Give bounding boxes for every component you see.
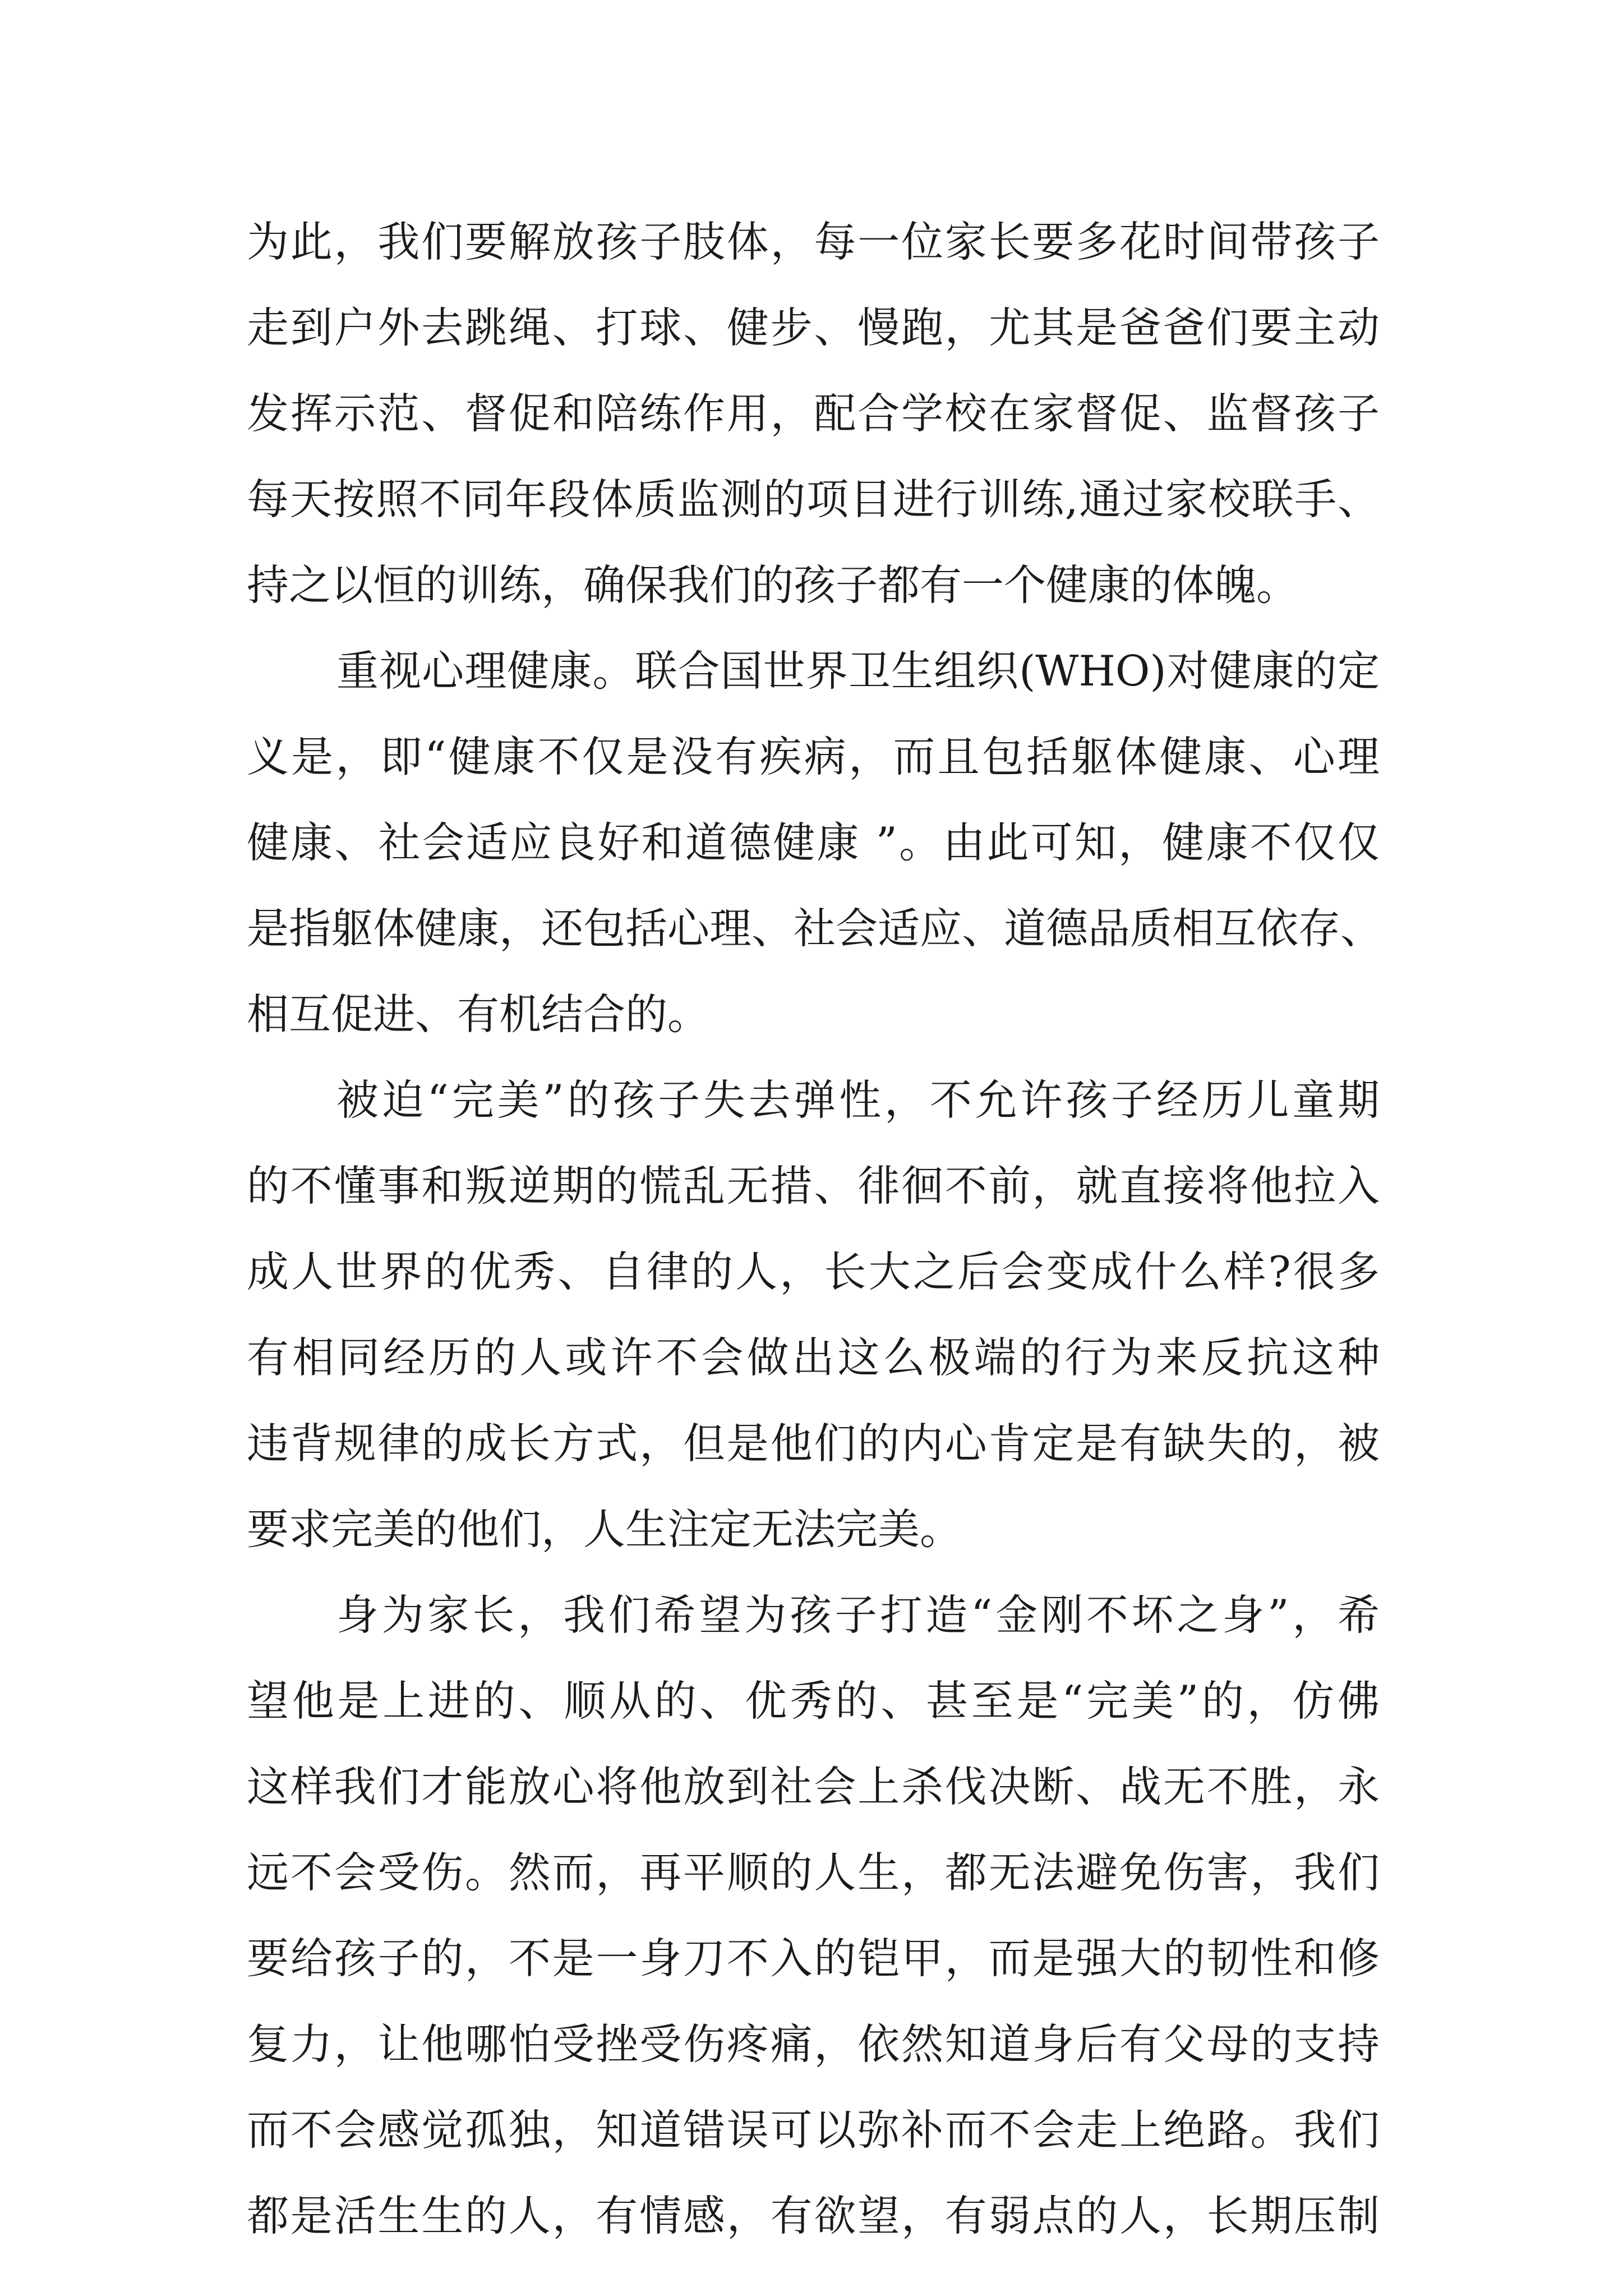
text-line-14: 有相同经历的人或许不会做出这么极端的行为来反抗这种: [247, 1333, 1380, 1382]
text-line-22: 复力，让他哪怕受挫受伤疼痛，依然知道身后有父母的支持: [247, 2019, 1380, 2069]
body-text: [247, 199, 1383, 2259]
text-line-12: 的不懂事和叛逆期的慌乱无措、徘徊不前，就直接将他拉入: [247, 1161, 1380, 1211]
text-line-13: 成人世界的优秀、自律的人，长大之后会变成什么样?很多: [247, 1247, 1380, 1296]
text-line-20: 远不会受伤。然而，再平顺的人生，都无法避免伤害，我们: [247, 1848, 1380, 1897]
text-line-15: 违背规律的成长方式，但是他们的内心肯定是有缺失的，被: [247, 1419, 1380, 1468]
text-line-21: 要给孩子的，不是一身刀不入的铠甲，而是强大的韧性和修: [247, 1934, 1380, 1983]
text-line-16: 要求完美的他们，人生注定无法完美。: [247, 1504, 962, 1554]
text-line-11: 被迫“完美”的孩子失去弹性，不允许孩子经历儿童期: [336, 1075, 1380, 1125]
text-line-24: 都是活生生的人，有情感，有欲望，有弱点的人，长期压制: [247, 2191, 1380, 2240]
text-line-17: 身为家长，我们希望为孩子打造“金刚不坏之身”，希: [336, 1590, 1380, 1640]
text-line-23: 而不会感觉孤独，知道错误可以弥补而不会走上绝路。我们: [247, 2105, 1380, 2155]
text-line-5: 持之以恒的训练，确保我们的孩子都有一个健康的体魄。: [247, 560, 1299, 610]
text-line-7: 义是，即“健康不仅是没有疾病，而且包括躯体健康、心理: [247, 732, 1380, 781]
text-line-18: 望他是上进的、顺从的、优秀的、甚至是“完美”的，仿佛: [247, 1676, 1380, 1726]
text-line-4: 每天按照不同年段体质监测的项目进行训练,通过家校联手、: [247, 475, 1380, 524]
text-line-6: 重视心理健康。联合国世界卫生组织(WHO)对健康的定: [336, 646, 1380, 696]
text-line-2: 走到户外去跳绳、打球、健步、慢跑，尤其是爸爸们要主动: [247, 303, 1380, 352]
text-line-1: 为此，我们要解放孩子肢体，每一位家长要多花时间带孩子: [247, 217, 1380, 266]
text-line-19: 这样我们才能放心将他放到社会上杀伐决断、战无不胜，永: [247, 1762, 1380, 1811]
text-line-10: 相互促进、有机结合的。: [247, 990, 710, 1039]
text-line-9: 是指躯体健康，还包括心理、社会适应、道德品质相互依存、: [247, 904, 1383, 953]
text-line-8: 健康、社会适应良好和道德健康 ”。由此可知，健康不仅仅: [247, 818, 1380, 867]
text-line-3: 发挥示范、督促和陪练作用，配合学校在家督促、监督孩子: [247, 389, 1380, 438]
